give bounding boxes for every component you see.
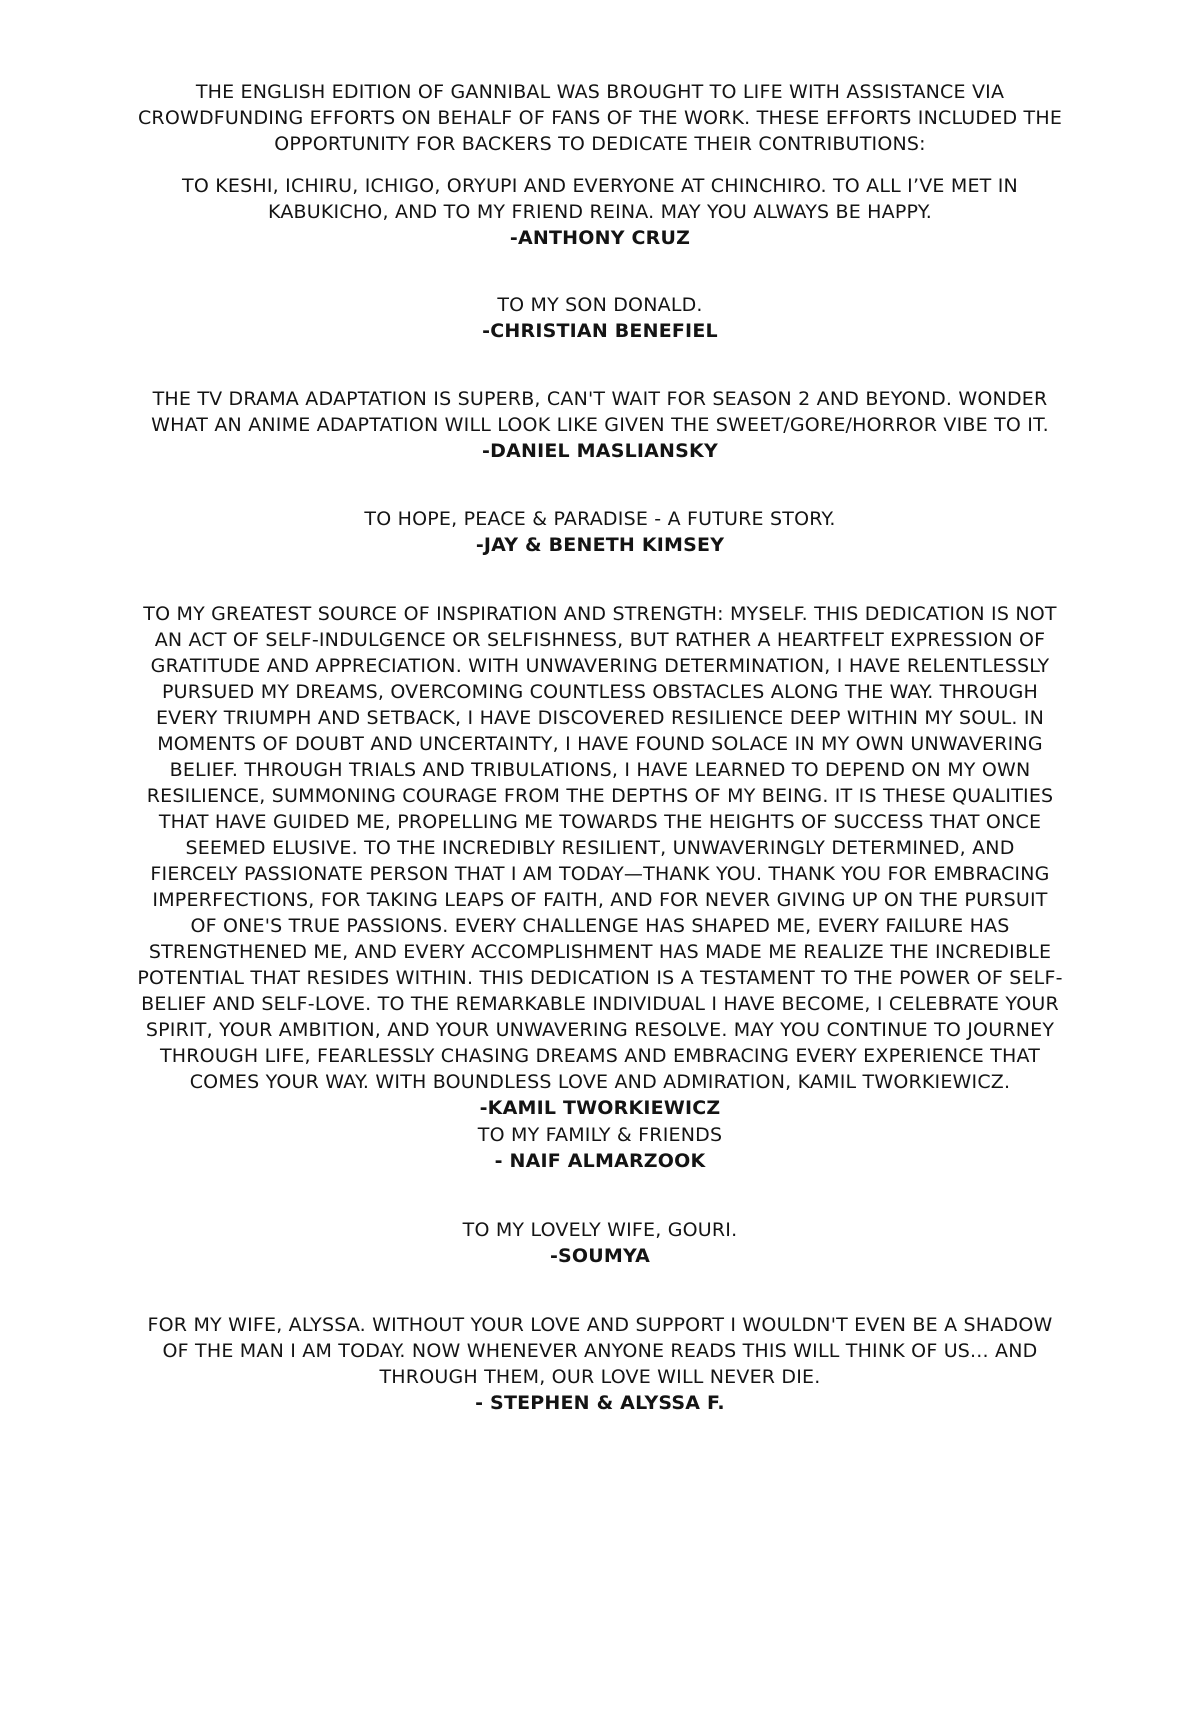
dedication-naif-almarzook: [100, 1122, 1100, 1174]
dedication-line: BELIEF. THROUGH TRIALS AND TRIBULATIONS, I HAVE LEARNED TO DEPEND ON MY OWN: [169, 759, 1031, 781]
dedication-christian-benefiel: [100, 292, 1100, 344]
dedication-line: THROUGH LIFE, FEARLESSLY CHASING DREAMS AND EMBRACING EVERY EXPERIENCE THAT: [159, 1045, 1040, 1067]
dedication-line: KABUKICHO, AND TO MY FRIEND REINA. MAY YOU ALWAYS BE HAPPY.: [268, 201, 932, 223]
dedication-line: SPIRIT, YOUR AMBITION, AND YOUR UNWAVERING RESOLVE. MAY YOU CONTINUE TO JOURNEY: [145, 1019, 1055, 1041]
dedication-line: THAT HAVE GUIDED ME, PROPELLING ME TOWARDS THE HEIGHTS OF SUCCESS THAT ONCE: [158, 811, 1042, 833]
dedication-soumya: [100, 1217, 1100, 1269]
dedication-line: AN ACT OF SELF-INDULGENCE OR SELFISHNESS, BUT RATHER A HEARTFELT EXPRESSION OF: [154, 629, 1046, 651]
dedication-line: GRATITUDE AND APPRECIATION. WITH UNWAVERING DETERMINATION, I HAVE RELENTLESSLY: [150, 655, 1050, 677]
dedication-line: IMPERFECTIONS, FOR TAKING LEAPS OF FAITH, AND FOR NEVER GIVING UP ON THE PURSUIT: [152, 889, 1048, 911]
dedication-line: FIERCELY PASSIONATE PERSON THAT I AM TODAY—THANK YOU. THANK YOU FOR EMBRACING: [150, 863, 1050, 885]
dedication-line: BELIEF AND SELF-LOVE. TO THE REMARKABLE INDIVIDUAL I HAVE BECOME, I CELEBRATE YOUR: [141, 993, 1059, 1015]
dedication-signature: - STEPHEN & ALYSSA F.: [475, 1392, 725, 1414]
dedication-signature: -CHRISTIAN BENEFIEL: [482, 320, 718, 342]
dedication-anthony-cruz: [100, 173, 1100, 251]
dedication-line: THROUGH THEM, OUR LOVE WILL NEVER DIE.: [379, 1366, 821, 1388]
dedication-signature: -KAMIL TWORKIEWICZ: [479, 1097, 721, 1119]
dedication-line: THE TV DRAMA ADAPTATION IS SUPERB, CAN'T WAIT FOR SEASON 2 AND BEYOND. WONDER: [152, 388, 1048, 410]
dedication-line: POTENTIAL THAT RESIDES WITHIN. THIS DEDICATION IS A TESTAMENT TO THE POWER OF SELF-: [137, 967, 1063, 989]
dedication-line: OF THE MAN I AM TODAY. NOW WHENEVER ANYONE READS THIS WILL THINK OF US... AND: [162, 1340, 1038, 1362]
dedication-line: TO KESHI, ICHIRU, ICHIGO, ORYUPI AND EVERYONE AT CHINCHIRO. TO ALL I’VE MET IN: [182, 175, 1018, 197]
intro-line: OPPORTUNITY FOR BACKERS TO DEDICATE THEIR CONTRIBUTIONS:: [274, 133, 926, 155]
dedication-kamil-tworkiewicz: [100, 601, 1100, 1121]
dedication-line: WHAT AN ANIME ADAPTATION WILL LOOK LIKE GIVEN THE SWEET/GORE/HORROR VIBE TO IT.: [151, 414, 1049, 436]
dedication-line: PURSUED MY DREAMS, OVERCOMING COUNTLESS OBSTACLES ALONG THE WAY. THROUGH: [161, 681, 1039, 703]
dedication-line: RESILIENCE, SUMMONING COURAGE FROM THE DEPTHS OF MY BEING. IT IS THESE QUALITIES: [146, 785, 1054, 807]
dedication-line: TO MY SON DONALD.: [497, 294, 703, 316]
dedication-line: MOMENTS OF DOUBT AND UNCERTAINTY, I HAVE FOUND SOLACE IN MY OWN UNWAVERING: [157, 733, 1043, 755]
dedication-line: TO MY FAMILY & FRIENDS: [477, 1124, 723, 1146]
dedication-line: EVERY TRIUMPH AND SETBACK, I HAVE DISCOVERED RESILIENCE DEEP WITHIN MY SOUL. IN: [155, 707, 1045, 729]
dedication-line: SEEMED ELUSIVE. TO THE INCREDIBLY RESILIENT, UNWAVERINGLY DETERMINED, AND: [185, 837, 1015, 859]
dedication-line: STRENGTHENED ME, AND EVERY ACCOMPLISHMENT HAS MADE ME REALIZE THE INCREDIBLE: [148, 941, 1052, 963]
dedication-signature: -DANIEL MASLIANSKY: [482, 440, 718, 462]
dedication-signature: -SOUMYA: [549, 1245, 651, 1267]
intro-line: CROWDFUNDING EFFORTS ON BEHALF OF FANS OF THE WORK. THESE EFFORTS INCLUDED THE: [137, 107, 1063, 129]
dedication-line: TO HOPE, PEACE & PARADISE - A FUTURE STORY.: [364, 508, 836, 530]
dedication-stephen-alyssa: [100, 1312, 1100, 1416]
dedication-jay-beneth-kimsey: [100, 506, 1100, 558]
dedication-signature: -ANTHONY CRUZ: [509, 227, 691, 249]
dedication-daniel-masliansky: [100, 386, 1100, 464]
dedication-line: OF ONE'S TRUE PASSIONS. EVERY CHALLENGE HAS SHAPED ME, EVERY FAILURE HAS: [190, 915, 1010, 937]
dedication-signature: -JAY & BENETH KIMSEY: [475, 534, 725, 556]
intro-paragraph: [100, 79, 1100, 157]
dedication-line: TO MY GREATEST SOURCE OF INSPIRATION AND STRENGTH: MYSELF. THIS DEDICATION IS NOT: [143, 603, 1057, 625]
intro-line: THE ENGLISH EDITION OF GANNIBAL WAS BROUGHT TO LIFE WITH ASSISTANCE VIA: [195, 81, 1005, 103]
dedication-signature: - NAIF ALMARZOOK: [494, 1150, 706, 1172]
dedication-line: FOR MY WIFE, ALYSSA. WITHOUT YOUR LOVE AND SUPPORT I WOULDN'T EVEN BE A SHADOW: [147, 1314, 1053, 1336]
dedication-line: COMES YOUR WAY. WITH BOUNDLESS LOVE AND ADMIRATION, KAMIL TWORKIEWICZ.: [189, 1071, 1011, 1093]
dedication-line: TO MY LOVELY WIFE, GOURI.: [462, 1219, 738, 1241]
